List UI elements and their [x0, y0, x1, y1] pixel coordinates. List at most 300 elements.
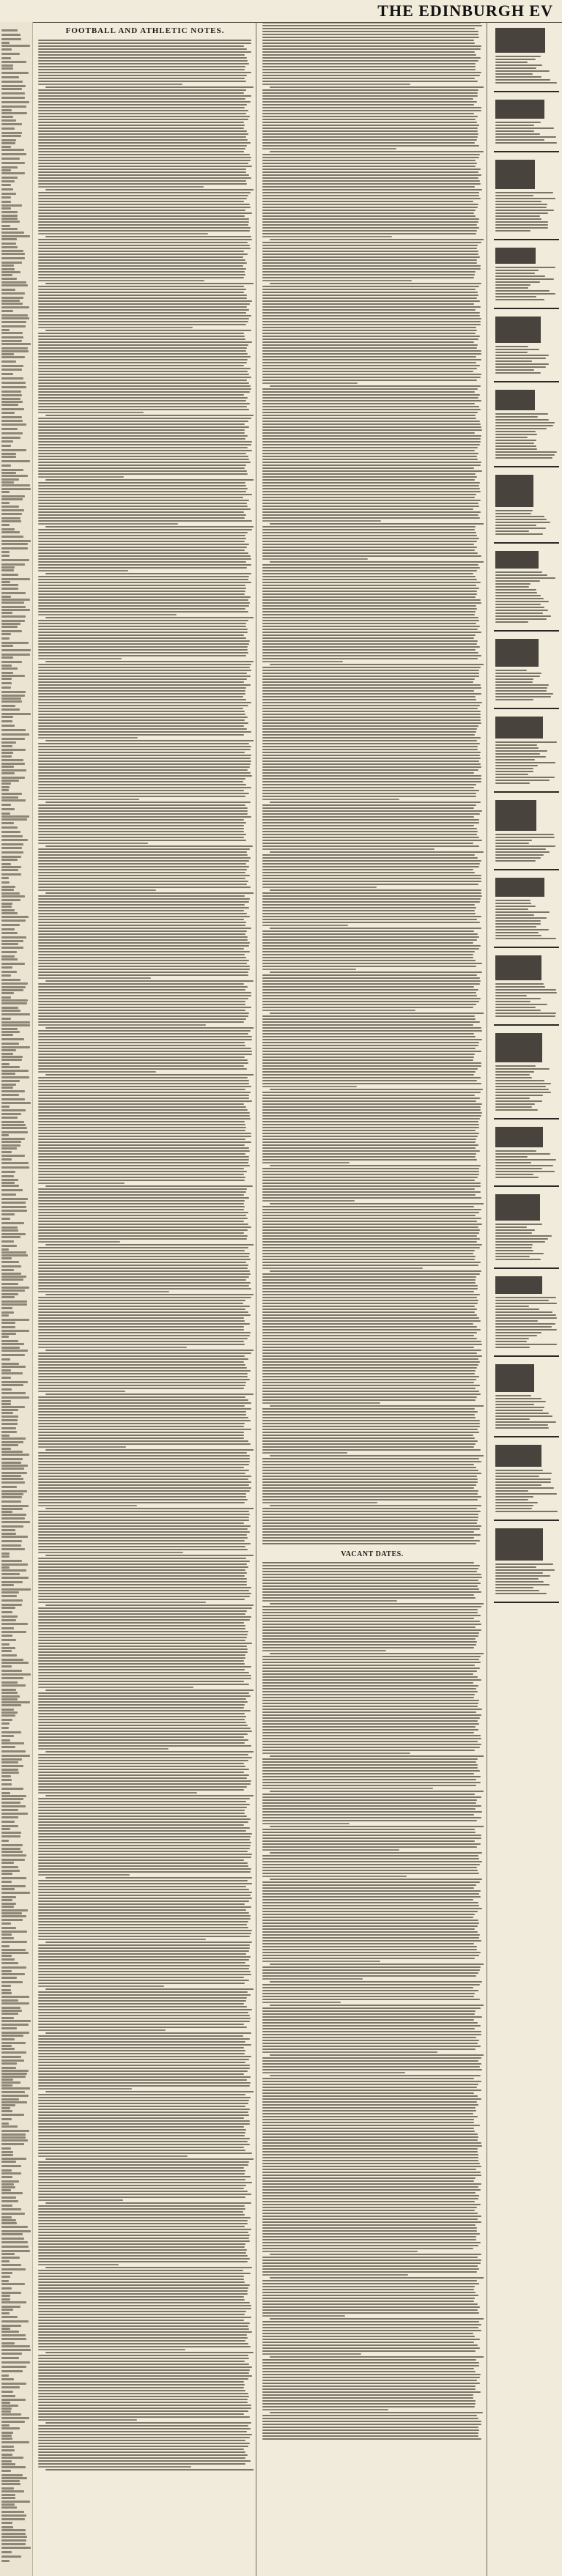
margin-fragment	[1, 1198, 28, 1200]
text-line	[262, 142, 475, 144]
text-line	[38, 2182, 252, 2183]
text-line	[38, 1391, 125, 1392]
text-line	[262, 1496, 481, 1498]
text-line	[262, 1103, 482, 1105]
text-line	[495, 355, 549, 356]
text-line	[262, 1629, 481, 1631]
text-line	[262, 1355, 482, 1357]
text-line	[262, 1194, 476, 1196]
text-line	[262, 1080, 477, 1081]
text-line	[262, 465, 481, 466]
margin-fragment	[1, 1755, 30, 1757]
text-line	[38, 775, 252, 777]
text-line	[38, 2246, 245, 2248]
text-line	[262, 1829, 475, 1830]
text-line	[38, 1672, 249, 1673]
text-line	[38, 1414, 246, 1415]
text-line	[262, 1130, 476, 1131]
text-line	[262, 693, 481, 695]
text-line	[38, 702, 251, 703]
text-line	[262, 790, 479, 791]
text-line	[38, 1678, 251, 1679]
text-line	[262, 1098, 480, 1099]
text-line	[262, 265, 481, 267]
text-line	[495, 756, 546, 758]
text-line	[38, 1487, 251, 1489]
text-line	[38, 95, 251, 97]
text-line	[495, 753, 540, 755]
text-line	[495, 1168, 542, 1169]
text-line	[262, 1814, 474, 1816]
text-line	[38, 435, 248, 437]
margin-fragment	[1, 705, 15, 707]
margin-fragment	[1, 1412, 13, 1414]
text-line	[38, 602, 250, 604]
text-line	[495, 768, 533, 769]
text-line	[38, 904, 245, 906]
text-line	[495, 857, 541, 859]
text-line	[262, 538, 479, 539]
text-line	[262, 75, 480, 76]
margin-fragment	[1, 2395, 15, 2397]
margin-fragment	[1, 2353, 22, 2355]
text-line	[38, 2369, 250, 2371]
margin-fragment	[1, 789, 9, 791]
text-line	[38, 1045, 245, 1046]
margin-fragment	[1, 1369, 11, 1372]
text-line	[262, 494, 476, 495]
text-line	[262, 1352, 477, 1354]
text-line	[262, 104, 474, 106]
margin-fragment	[1, 2241, 28, 2243]
margin-fragment	[1, 38, 21, 40]
text-line	[262, 585, 476, 586]
text-line	[38, 321, 248, 322]
text-line	[38, 746, 251, 747]
ad-text-lines	[491, 122, 562, 144]
margin-fragment	[1, 2357, 19, 2359]
text-line	[38, 2328, 249, 2330]
text-line	[262, 1928, 475, 1930]
margin-fragment	[1, 449, 26, 451]
margin-fragment	[1, 317, 29, 319]
text-line	[262, 2192, 476, 2194]
text-line	[495, 207, 547, 208]
text-line	[38, 693, 245, 695]
text-line	[38, 1731, 252, 1732]
text-line	[38, 1089, 245, 1090]
text-line	[495, 920, 541, 922]
text-line	[495, 843, 529, 844]
text-line	[262, 1256, 476, 1257]
margin-fragment	[1, 1066, 20, 1068]
text-line	[45, 1605, 254, 1606]
text-line	[495, 1153, 550, 1155]
text-line	[38, 878, 245, 879]
text-line	[38, 2211, 243, 2213]
text-line	[495, 204, 547, 205]
margin-fragment	[1, 716, 13, 718]
margin-fragment	[1, 1970, 12, 1972]
ad-display-glyph	[495, 390, 535, 410]
text-line	[45, 1795, 254, 1796]
margin-fragment	[1, 1278, 23, 1281]
text-line	[262, 602, 481, 604]
text-line	[38, 1713, 245, 1714]
ad-display-glyph	[495, 100, 544, 119]
text-line	[262, 1144, 478, 1146]
margin-fragment	[1, 1481, 25, 1484]
margin-fragment	[1, 2543, 26, 2545]
text-line	[38, 256, 243, 258]
text-line	[495, 1159, 556, 1161]
text-line	[262, 766, 481, 768]
text-line	[38, 1048, 251, 1049]
text-line	[262, 1338, 477, 1339]
text-line	[38, 658, 122, 659]
margin-fragment	[1, 1514, 26, 1516]
margin-fragment	[1, 1202, 26, 1204]
text-line	[38, 356, 251, 358]
text-line	[38, 2123, 250, 2125]
margin-fragment	[1, 1063, 10, 1065]
text-line	[38, 1256, 249, 1257]
text-line	[262, 775, 481, 777]
text-line	[262, 658, 478, 659]
text-line	[495, 900, 530, 901]
text-line	[262, 1314, 477, 1316]
text-line	[38, 2208, 245, 2210]
text-line	[262, 1635, 478, 1637]
text-line	[38, 1109, 248, 1111]
text-line	[38, 157, 251, 158]
text-line	[38, 1323, 250, 1325]
margin-fragment	[1, 278, 17, 280]
text-line	[38, 523, 178, 525]
text-line	[38, 75, 247, 76]
text-line	[262, 1402, 380, 1404]
text-line	[38, 2440, 245, 2441]
margin-fragment	[1, 2196, 16, 2199]
text-line	[262, 544, 474, 545]
text-line	[38, 2035, 243, 2037]
text-line	[262, 796, 476, 797]
text-line	[38, 567, 247, 569]
margin-fragment	[1, 786, 10, 788]
margin-fragment	[1, 799, 26, 802]
text-line	[262, 122, 477, 123]
text-line	[262, 2189, 481, 2191]
text-line	[262, 101, 477, 103]
text-line	[270, 1879, 482, 1880]
text-line	[45, 1508, 254, 1509]
text-line	[262, 1621, 480, 1622]
text-line	[495, 287, 528, 289]
margin-fragment	[1, 992, 14, 994]
text-line	[262, 1267, 423, 1269]
text-line	[262, 1537, 474, 1539]
text-line	[495, 923, 541, 925]
margin-fragment	[1, 1635, 12, 1637]
text-line	[38, 1309, 245, 1310]
margin-fragment	[1, 869, 18, 871]
text-line	[38, 344, 248, 346]
text-line	[270, 664, 484, 665]
text-line	[38, 1974, 251, 1975]
text-line	[38, 1056, 245, 1058]
text-line	[262, 2380, 477, 2381]
margin-fragment	[1, 1448, 11, 1450]
text-line	[262, 1735, 481, 1736]
margin-fragment	[1, 472, 16, 474]
text-line	[495, 1001, 530, 1002]
margin-fragment	[1, 1927, 16, 1929]
margin-fragment	[1, 2338, 26, 2340]
text-line	[38, 588, 246, 589]
text-line	[262, 1077, 481, 1078]
text-line	[262, 341, 474, 343]
margin-fragment	[1, 596, 11, 598]
text-line	[38, 992, 251, 993]
text-line	[262, 1177, 478, 1178]
margin-fragment	[1, 2133, 26, 2136]
article-body-text	[37, 40, 254, 2470]
text-line	[495, 76, 541, 78]
text-line	[495, 1326, 552, 1328]
text-line	[38, 649, 248, 651]
text-line	[262, 1376, 479, 1377]
margin-fragment	[1, 321, 26, 323]
text-line	[38, 40, 251, 41]
text-line	[38, 2167, 244, 2169]
margin-fragment	[1, 2325, 21, 2327]
margin-fragment	[1, 1888, 15, 1890]
text-line	[38, 1534, 247, 1536]
text-line	[38, 995, 251, 996]
text-line	[38, 552, 248, 554]
text-line	[262, 2397, 473, 2399]
text-line	[495, 1174, 533, 1175]
text-line	[495, 1427, 549, 1429]
text-line	[38, 2053, 245, 2054]
margin-fragment	[1, 2186, 15, 2188]
article-column-right	[261, 22, 484, 2576]
text-line	[262, 2309, 478, 2311]
text-line	[495, 1496, 533, 1498]
text-line	[262, 816, 474, 818]
margin-fragment	[1, 979, 21, 981]
margin-fragment	[1, 201, 11, 203]
text-line	[495, 1232, 532, 1234]
text-line	[38, 2361, 245, 2362]
text-line	[38, 145, 247, 147]
text-line	[262, 1908, 482, 1909]
text-line	[38, 637, 246, 639]
margin-fragment	[1, 1098, 25, 1100]
text-line	[495, 457, 552, 459]
text-line	[262, 740, 477, 741]
margin-fragment	[1, 2432, 13, 2434]
text-line	[45, 892, 254, 894]
text-line	[45, 2158, 254, 2160]
text-line	[38, 456, 248, 457]
text-line	[262, 426, 481, 428]
text-line	[38, 1575, 245, 1577]
margin-fragment	[1, 1462, 21, 1464]
text-line	[262, 2207, 477, 2208]
text-line	[38, 1599, 245, 1600]
text-line	[262, 450, 475, 451]
text-line	[262, 1700, 479, 1701]
ad-divider	[494, 791, 559, 793]
text-line	[262, 1279, 476, 1281]
margin-fragment	[1, 866, 21, 868]
text-line	[262, 995, 477, 996]
text-line	[270, 1791, 484, 1792]
text-line	[270, 1013, 484, 1014]
text-line	[262, 1294, 480, 1295]
text-line	[262, 1665, 475, 1666]
text-line	[495, 70, 550, 72]
text-line	[38, 593, 245, 595]
text-line	[495, 349, 539, 350]
text-line	[262, 564, 478, 566]
margin-fragment	[1, 1569, 26, 1572]
text-line	[495, 281, 540, 283]
text-line	[262, 119, 476, 120]
margin-fragment	[1, 999, 28, 1002]
text-line	[38, 2238, 249, 2239]
text-line	[262, 1931, 478, 1933]
text-line	[262, 711, 481, 712]
text-line	[38, 2296, 244, 2298]
text-line	[495, 1259, 541, 1260]
margin-fragment	[1, 818, 27, 821]
margin-fragment	[1, 394, 22, 396]
text-line	[495, 1156, 528, 1158]
text-line	[38, 1695, 251, 1697]
text-line	[38, 303, 250, 305]
text-line	[38, 623, 246, 624]
newspaper-masthead: THE EDINBURGH EV	[377, 1, 553, 20]
margin-fragment	[1, 1566, 10, 1569]
text-line	[38, 503, 247, 504]
text-line	[262, 1940, 481, 1942]
margin-fragment	[1, 675, 25, 677]
text-line	[38, 930, 247, 932]
text-line	[38, 687, 246, 689]
text-line	[262, 2353, 361, 2355]
text-line	[38, 2161, 249, 2163]
margin-fragment	[1, 1144, 21, 1147]
text-line	[38, 1643, 252, 1644]
ad-text-lines	[491, 670, 562, 700]
text-line	[38, 1900, 249, 1902]
margin-fragment	[1, 1996, 29, 1998]
text-line	[38, 1537, 248, 1539]
margin-fragment	[1, 1240, 14, 1243]
text-line	[495, 834, 554, 835]
text-line	[38, 1171, 247, 1172]
margin-fragment	[1, 1919, 23, 1921]
text-line	[262, 1118, 480, 1119]
text-line	[262, 2204, 481, 2205]
text-line	[45, 479, 254, 481]
text-line	[38, 834, 246, 835]
text-line	[38, 1528, 248, 1530]
text-line	[495, 595, 541, 596]
margin-fragment	[1, 1423, 18, 1425]
text-line	[262, 1744, 481, 1745]
text-line	[38, 1470, 249, 1471]
text-line	[262, 1688, 476, 1689]
text-line	[262, 2388, 476, 2390]
text-line	[38, 2466, 191, 2468]
text-line	[38, 1657, 245, 1659]
margin-fragment	[1, 713, 31, 715]
margin-fragment	[1, 329, 10, 331]
text-line	[38, 444, 251, 445]
text-line	[262, 2116, 478, 2117]
margin-fragment	[1, 574, 18, 576]
text-line	[270, 2318, 484, 2320]
text-line	[262, 2324, 481, 2325]
text-line	[38, 1739, 248, 1741]
text-line	[38, 731, 251, 733]
text-line	[495, 1015, 555, 1017]
text-line	[38, 851, 247, 853]
text-line	[45, 573, 251, 574]
margin-fragment	[1, 678, 12, 680]
text-line	[262, 248, 477, 249]
margin-fragment	[1, 1591, 19, 1594]
text-line	[262, 2218, 478, 2220]
margin-fragment	[1, 1358, 10, 1361]
text-line	[262, 479, 475, 481]
text-line	[38, 306, 247, 308]
text-line	[45, 2352, 254, 2353]
text-line	[38, 163, 248, 164]
text-line	[262, 1682, 473, 1684]
margin-fragment	[1, 250, 23, 252]
ad-text-lines	[491, 1395, 562, 1429]
text-line	[38, 1944, 250, 1946]
text-line	[38, 350, 246, 352]
margin-fragment	[1, 2062, 17, 2065]
text-line	[262, 130, 478, 132]
margin-fragment	[1, 752, 13, 754]
text-line	[38, 1833, 252, 1835]
text-line	[262, 1018, 476, 1020]
text-line	[262, 459, 478, 460]
text-line	[262, 1051, 481, 1052]
margin-fragment	[1, 1002, 27, 1004]
text-line	[262, 453, 478, 454]
text-line	[262, 1364, 478, 1366]
margin-fragment	[1, 1038, 24, 1040]
text-line	[262, 2257, 478, 2258]
margin-fragment	[1, 1210, 27, 1212]
text-line	[38, 1977, 244, 1978]
text-line	[38, 1777, 247, 1779]
text-line	[262, 807, 474, 809]
margin-fragment	[1, 808, 15, 810]
text-line	[38, 201, 244, 202]
text-line	[45, 661, 254, 662]
margin-fragment	[1, 440, 13, 443]
text-line	[495, 1335, 537, 1336]
text-line	[262, 362, 476, 363]
